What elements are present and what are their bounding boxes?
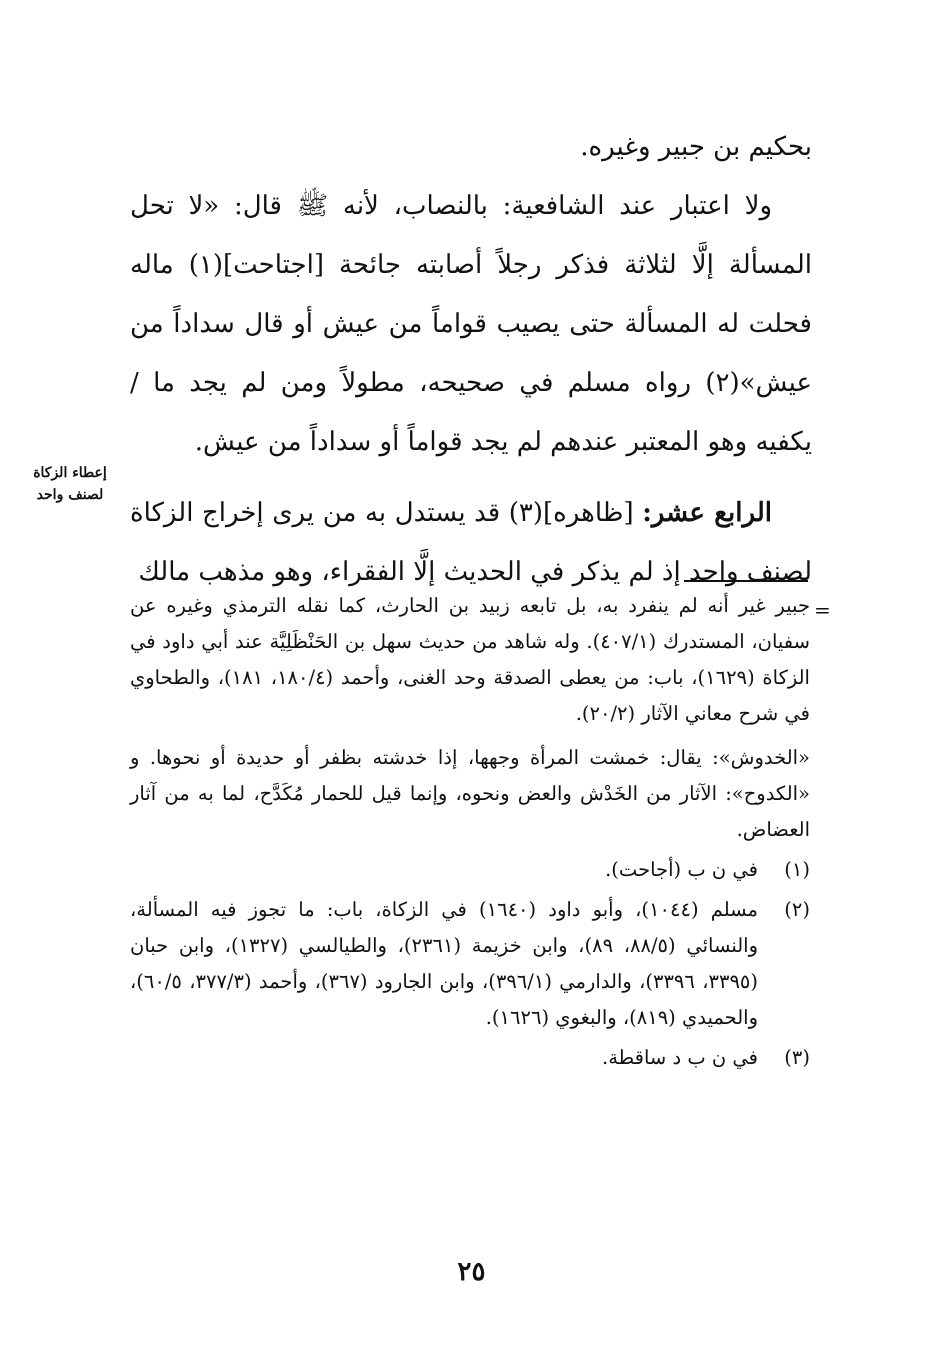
main-text [130, 118, 812, 602]
main-line-1: بحكيم بن جبير وغيره. [580, 132, 812, 162]
main-paragraph-2-text: [ظاهره](٣) قد يستدل به من يرى إخراج الزكاة لصنف واحد إذ لم يذكر في الحديث إلَّا الفقراء، وهو مذهب مالك [130, 498, 812, 587]
footnote-number: (١) [784, 858, 810, 881]
continuation-mark: = [814, 598, 831, 622]
page-number: ٢٥ [457, 1257, 486, 1287]
footnote-number: (٢) [784, 898, 810, 921]
footnote-separator [684, 580, 808, 582]
footnote-continuation-1: جبير غير أنه لم ينفرد به، بل تابعه زبيد بن الحارث، كما نقله الترمذي وغيره عن سفيان، المستدرك (٤٠٧/١). وله شاهد من حديث سهل بن الحَنْظَلِيَّة عند أبي داود في الزكاة (١٦٢٩)، باب: من يعطى الصدقة وحد الغنى، وأحمد (١٨٠/٤، ١٨١)، والطحاوي في شرح معاني الآثار (٢٠/٢). [130, 594, 810, 725]
margin-note [15, 462, 125, 506]
footnote-item [130, 892, 810, 1036]
footnote-text: مسلم (١٠٤٤)، وأبو داود (١٦٤٠) في الزكاة، باب: ما تجوز فيه المسألة، والنسائي (٨٨/٥، ٨٩)، وابن خزيمة (٢٣٦١)، والطيالسي (١٣٢٧)، وابن حبان (٣٣٩٥، ٣٣٩٦)، والدارمي (٣٩٦/١)، وابن الجارود (٣٦٧)، وأحمد (٣٧٧/٣، ٦٠/٥)، والحميدي (٨١٩)، والبغوي (١٦٢٦). [130, 898, 759, 1029]
footnote-text: في ن ب د ساقطة. [602, 1046, 758, 1069]
footnote-item [130, 1040, 810, 1076]
main-paragraph-2 [130, 484, 812, 602]
footnote-continuation-2: «الخدوش»: يقال: خمشت المرأة وجهها، إذا خدشته بظفر أو حديدة أو نحوها. و «الكدوح»: الآثار من الخَدْش والعض ونحوه، وإنما قيل للحمار مُكَدَّح، لما به من آثار العضاض. [130, 746, 810, 841]
margin-note-line-1: إعطاء الزكاة [33, 465, 107, 481]
footnotes [130, 588, 810, 1076]
section-heading: الرابع عشر: [642, 498, 773, 528]
footnote-text: في ن ب (أجاحت). [605, 858, 758, 881]
footnote-number: (٣) [784, 1046, 810, 1069]
main-paragraph-1: ولا اعتبار عند الشافعية: بالنصاب، لأنه ﷺ قال: «لا تحل المسألة إلَّا لثلاثة فذكر رجلاً أصابته جائحة [اجتاحت](١) ماله فحلت له المسألة حتى يصيب قواماً من عيش أو قال سداداً من عيش»(٢) رواه مسلم في صحيحه، مطولاً ومن لم يجد ما / يكفيه وهو المعتبر عندهم لم يجد قواماً أو سداداً من عيش. [130, 191, 812, 457]
margin-note-line-2: لصنف واحد [36, 487, 104, 503]
footnote-item [130, 852, 810, 888]
